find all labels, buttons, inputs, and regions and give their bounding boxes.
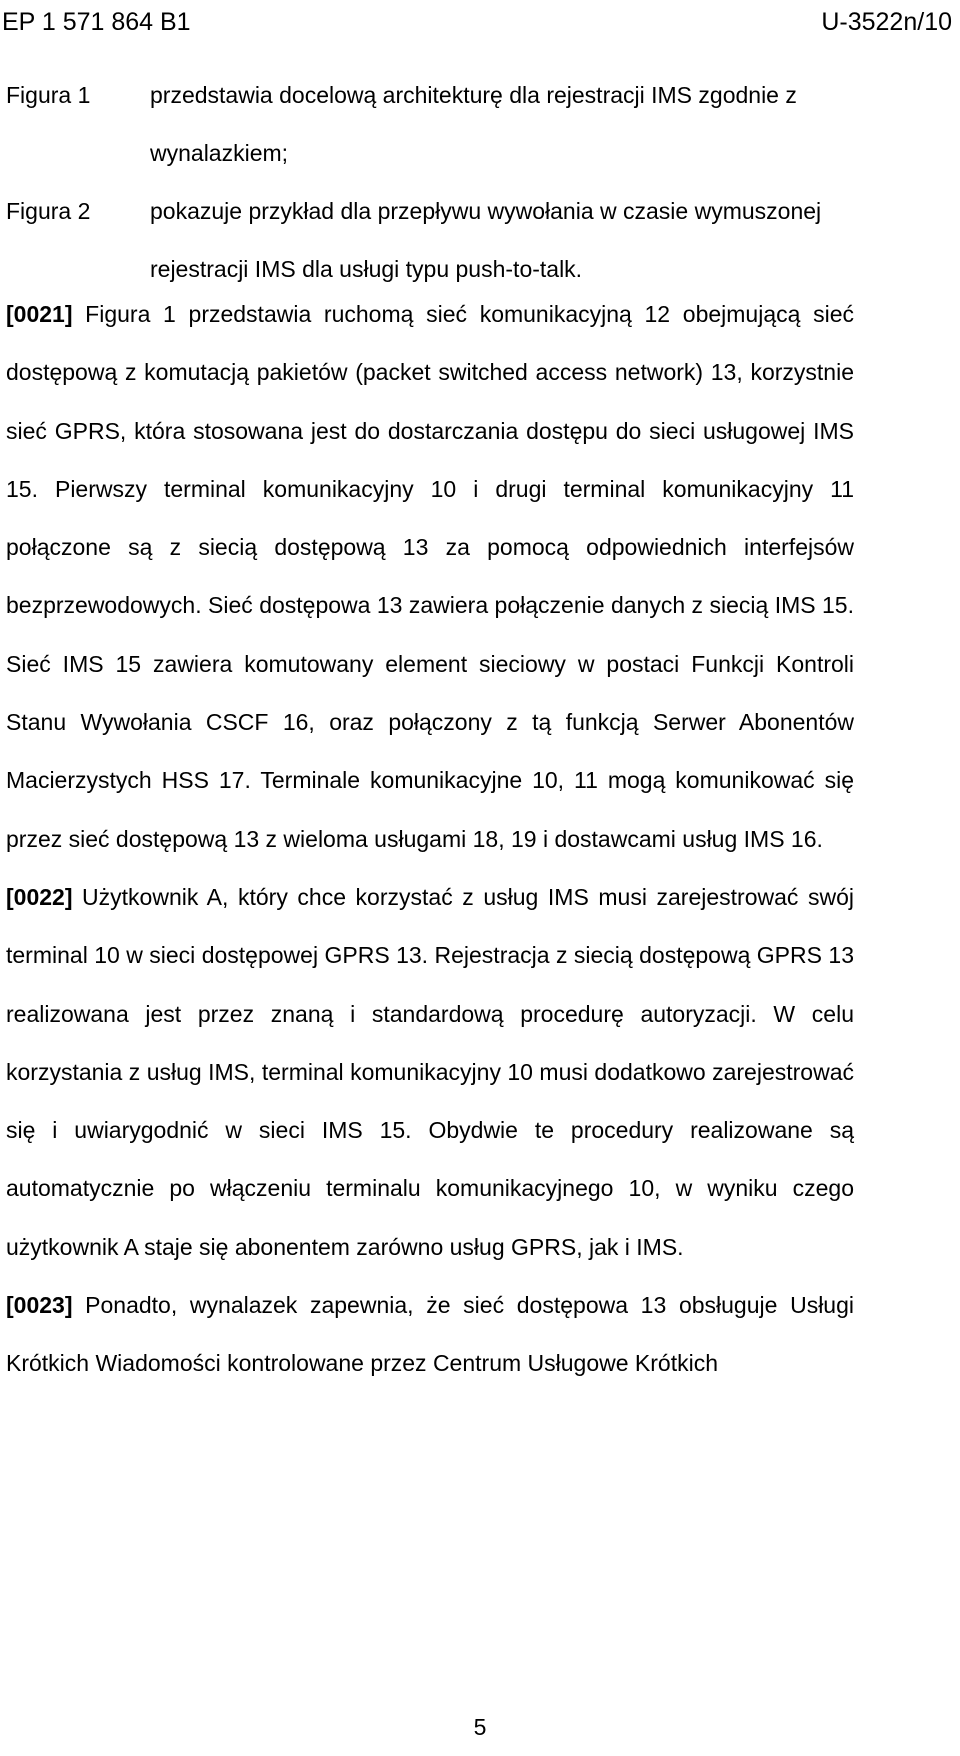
document-body bbox=[6, 285, 854, 1393]
paragraph-text: Figura 1 przedstawia ruchomą sieć komunikacyjną 12 obejmującą sieć dostępową z komutacją pakietów (packet switched access network) 13, korzystnie sieć GPRS, która stosowana jest do dostarczania dostępu do sieci usługowej IMS 15. Pierwszy terminal komunikacyjny 10 i drugi terminal komunikacyjny 11 połączone są z siecią dostępową 13 za pomocą odpowiednich interfejsów bezprzewodowych. Sieć dostępowa 13 zawiera połączenie danych z siecią IMS 15. Sieć IMS 15 zawiera komutowany element sieciowy w postaci Funkcji Kontroli Stanu Wywołania CSCF 16, oraz połączony z tą funkcją Serwer Abonentów Macierzystych HSS 17. Terminale komunikacyjne 10, 11 mogą komunikować się przez sieć dostępową 13 z wieloma usługami 18, 19 i dostawcami usług IMS 16. bbox=[6, 301, 854, 852]
paragraph-number: [0023] bbox=[6, 1292, 73, 1319]
figure-entry-2 bbox=[6, 182, 856, 298]
paragraph-0022 bbox=[6, 868, 854, 1276]
page-number: 5 bbox=[473, 1714, 487, 1740]
page-header bbox=[0, 0, 960, 50]
paragraph-0023 bbox=[6, 1276, 854, 1393]
document-reference: U-3522n/10 bbox=[821, 8, 952, 36]
figure-list bbox=[6, 66, 856, 298]
paragraph-number: [0021] bbox=[6, 301, 73, 327]
paragraph-0021 bbox=[6, 285, 854, 868]
paragraph-text: Użytkownik A, który chce korzystać z usług IMS musi zarejestrować swój terminal 10 w sieci dostępowej GPRS 13. Rejestracja z siecią dostępową GPRS 13 realizowana jest przez znaną i standardową procedurę autoryzacji. W celu korzystania z usług IMS, terminal komunikacyjny 10 musi dodatkowo zarejestrować się i uwiarygodnić w sieci IMS 15. Obydwie te procedury realizowane są automatycznie po włączeniu terminalu komunikacyjnego 10, w wyniku czego użytkownik A staje się abonentem zarówno usług GPRS, jak i IMS. bbox=[6, 883, 854, 1260]
paragraph-text: Ponadto, wynalazek zapewnia, że sieć dostępowa 13 obsługuje Usługi Krótkich Wiadomości kontrolowane przez Centrum Usługowe Krótkich bbox=[6, 1292, 854, 1377]
figure-description: przedstawia docelową architekturę dla rejestracji IMS zgodnie z wynalazkiem; bbox=[150, 82, 797, 166]
figure-entry-1 bbox=[6, 66, 856, 182]
figure-label: Figura 1 bbox=[6, 82, 91, 108]
paragraph-number: [0022] bbox=[6, 883, 73, 910]
patent-number: EP 1 571 864 B1 bbox=[2, 8, 191, 36]
figure-label: Figura 2 bbox=[6, 198, 91, 224]
figure-description: pokazuje przykład dla przepływu wywołania w czasie wymuszonej rejestracji IMS dla usługi typu push-to-talk. bbox=[150, 198, 822, 282]
